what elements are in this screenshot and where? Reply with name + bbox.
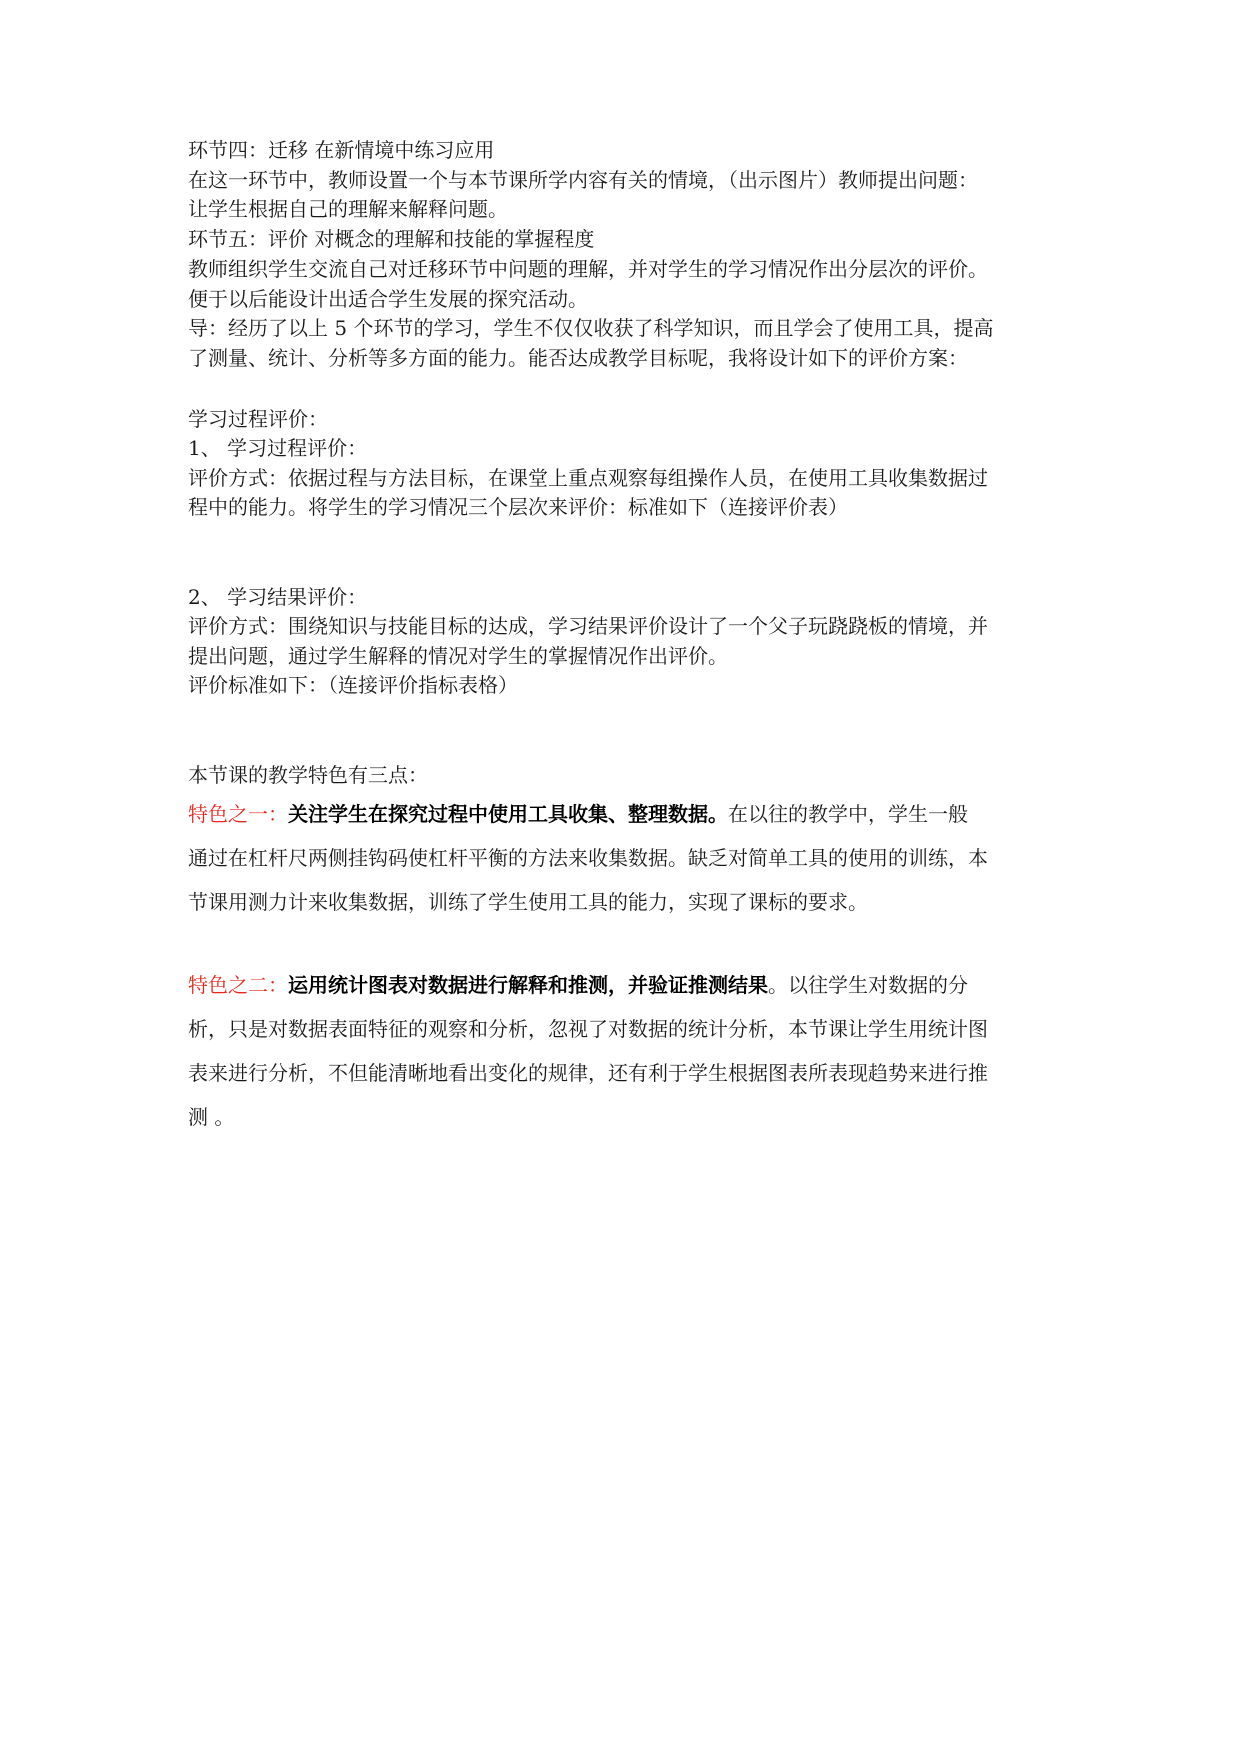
feature1-line-3: 节课用测力计来收集数据，训练了学生使用工具的能力，实现了课标的要求。 xyxy=(188,890,868,914)
evaluation-item2-title: 2、 学习结果评价： xyxy=(188,585,368,609)
feature2-line-3: 表来进行分析，不但能清晰地看出变化的规律，还有利于学生根据图表所表现趋势来进行推 xyxy=(188,1061,988,1085)
guide-line-1: 导：经历了以上 5 个环节的学习，学生不仅仅收获了科学知识，而且学会了使用工具，提高 xyxy=(188,316,994,340)
section-four-line-2: 让学生根据自己的理解来解释问题。 xyxy=(188,197,508,221)
section-five-line-2: 便于以后能设计出适合学生发展的探究活动。 xyxy=(188,287,588,311)
feature2-first-line xyxy=(188,975,968,995)
evaluation-item2-line-2: 提出问题，通过学生解释的情况对学生的掌握情况作出评价。 xyxy=(188,644,728,668)
feature2-bold: 运用统计图表对数据进行解释和推测，并验证推测结果 xyxy=(288,973,768,997)
feature1-line-2: 通过在杠杆尺两侧挂钩码使杠杆平衡的方法来收集数据。缺乏对简单工具的使用的训练，本 xyxy=(188,846,988,870)
section-four-title: 环节四：迁移 在新情境中练习应用 xyxy=(188,138,495,162)
feature2-line-2: 析，只是对数据表面特征的观察和分析，忽视了对数据的统计分析，本节课让学生用统计图 xyxy=(188,1017,988,1041)
feature1-label: 特色之一： xyxy=(188,802,288,826)
evaluation-item1-line-1: 评价方式：依据过程与方法目标，在课堂上重点观察每组操作人员，在使用工具收集数据过 xyxy=(188,466,988,490)
feature1-rest: 在以往的教学中，学生一般 xyxy=(728,802,968,826)
feature2-rest: 。以往学生对数据的分 xyxy=(768,973,968,997)
section-four-line-1: 在这一环节中，教师设置一个与本节课所学内容有关的情境，（出示图片）教师提出问题： xyxy=(188,168,978,192)
evaluation-heading: 学习过程评价： xyxy=(188,407,328,431)
evaluation-item2-line-3: 评价标准如下：（连接评价指标表格） xyxy=(188,673,518,697)
features-heading: 本节课的教学特色有三点： xyxy=(188,763,428,787)
section-five-line-1: 教师组织学生交流自己对迁移环节中问题的理解，并对学生的学习情况作出分层次的评价。 xyxy=(188,257,988,281)
evaluation-item1-line-2: 程中的能力。将学生的学习情况三个层次来评价：标准如下（连接评价表） xyxy=(188,495,848,519)
evaluation-item1-title: 1、 学习过程评价： xyxy=(188,436,368,460)
feature1-bold: 关注学生在探究过程中使用工具收集、整理数据。 xyxy=(288,802,728,826)
evaluation-item2-line-1: 评价方式：围绕知识与技能目标的达成，学习结果评价设计了一个父子玩跷跷板的情境，并 xyxy=(188,614,988,638)
guide-line-2: 了测量、统计、分析等多方面的能力。能否达成教学目标呢，我将设计如下的评价方案： xyxy=(188,346,968,370)
section-five-title: 环节五：评价 对概念的理解和技能的掌握程度 xyxy=(188,227,595,251)
feature2-line-4: 测 。 xyxy=(188,1105,235,1129)
feature1-first-line xyxy=(188,804,968,824)
feature2-label: 特色之二： xyxy=(188,973,288,997)
